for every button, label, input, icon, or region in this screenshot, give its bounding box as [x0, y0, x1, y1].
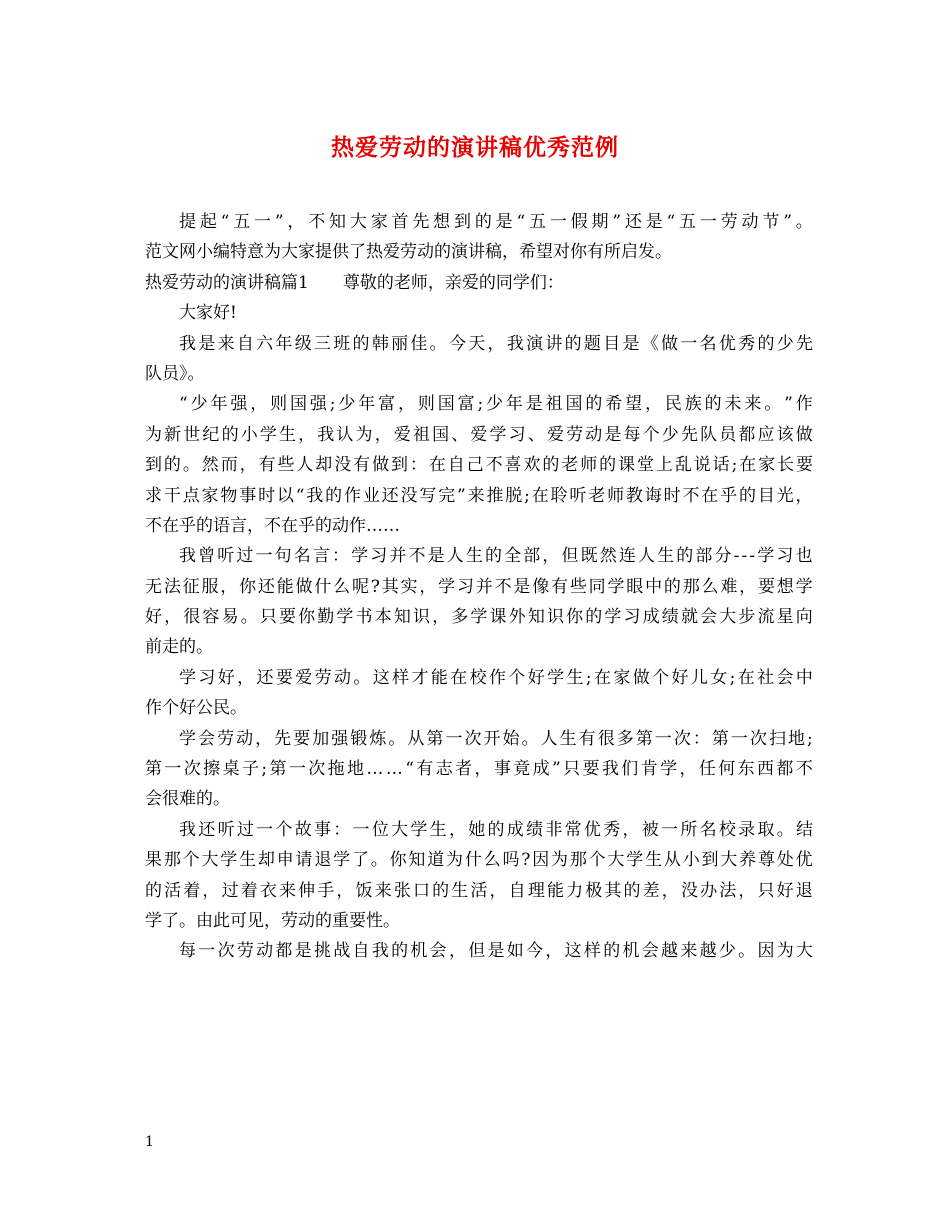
text-line: 热爱劳动的演讲稿篇1 尊敬的老师，亲爱的同学们： [145, 272, 564, 293]
text-line: 队员》。 [145, 363, 205, 384]
text-line: “ 少 年 强 ， 则 国 强 ; 少 年 富 ， 则 国 富 ; 少 年 是 祖 国 的 希 望 ， 民 族 的 未 来 。 ” 作 [179, 394, 813, 415]
text-line: 每 一 次 劳 动 都 是 挑 战 自 我 的 机 会 ， 但 是 如 今 ， 这 样 的 机 会 越 来 越 少 。 因 为 大 [179, 941, 813, 962]
text-line: 范文网小编特意为大家提供了热爱劳动的演讲稿，希望对你有所启发。 [145, 242, 672, 263]
text-line: 学了。由此可见，劳动的重要性。 [145, 910, 400, 931]
text-line: 为 新 世 纪 的 小 学 生 ， 我 认 为 ， 爱 祖 国 、 爱 学 习 、 爱 劳 动 是 每 个 少 先 队 员 都 应 该 做 [145, 424, 813, 445]
text-line: 大家好! [179, 303, 237, 324]
document-title: 热爱劳动的演讲稿优秀范例 [331, 134, 619, 161]
text-line: 果 那 个 大 学 生 却 申 请 退 学 了 。 你 知 道 为 什 么 吗 ? 因 为 那 个 大 学 生 从 小 到 大 养 尊 处 优 [145, 850, 813, 871]
text-line: 好 ， 很 容 易 。 只 要 你 勤 学 书 本 知 识 ， 多 学 课 外 知 识 你 的 学 习 成 绩 就 会 大 步 流 星 向 [145, 607, 813, 628]
text-line: 无 法 征 服 ， 你 还 能 做 什 么 呢 ? 其 实 ， 学 习 并 不 是 像 有 些 同 学 眼 中 的 那 么 难 ， 要 想 学 [145, 576, 813, 597]
text-line: 我 还 听 过 一 个 故 事 ： 一 位 大 学 生 ， 她 的 成 绩 非 常 优 秀 ， 被 一 所 名 校 录 取 。 结 [179, 819, 813, 840]
text-line: 学 会 劳 动 ， 先 要 加 强 锻 炼 。 从 第 一 次 开 始 。 人 生 有 很 多 第 一 次 ： 第 一 次 扫 地 ; [179, 728, 813, 749]
text-line: 学 习 好 ， 还 要 爱 劳 动 。 这 样 才 能 在 校 作 个 好 学 生 ; 在 家 做 个 好 儿 女 ; 在 社 会 中 [179, 667, 813, 688]
text-line: 会很难的。 [145, 789, 230, 810]
text-line: 求 干 点 家 物 事 时 以 “ 我 的 作 业 还 没 写 完 ” 来 推 脱 ; 在 聆 听 老 师 教 诲 时 不 在 乎 的 目 光 ， [145, 485, 813, 506]
text-line: 提 起 “ 五 一 ” ， 不 知 大 家 首 先 想 到 的 是 “ 五 一 假 期 ” 还 是 “ 五 一 劳 动 节 ” 。 [179, 212, 813, 232]
text-line: 到 的 。 然 而 ， 有 些 人 却 没 有 做 到 ： 在 自 己 不 喜 欢 的 老 师 的 课 堂 上 乱 说 话 ; 在 家 长 要 [145, 455, 813, 476]
text-line: 不在乎的语言，不在乎的动作…… [145, 515, 400, 536]
text-line: 前走的。 [145, 637, 213, 658]
text-line: 第 一 次 擦 桌 子 ; 第 一 次 拖 地 … … “ 有 志 者 ， 事 竟 成 ” 只 要 我 们 肯 学 ， 任 何 东 西 都 不 [145, 759, 813, 780]
page-number: 1 [145, 1134, 154, 1150]
text-line: 我 是 来 自 六 年 级 三 班 的 韩 丽 佳 。 今 天 ， 我 演 讲 的 题 目 是 《 做 一 名 优 秀 的 少 先 [179, 333, 813, 354]
document-body [145, 207, 813, 967]
text-line: 的 活 着 ， 过 着 衣 来 伸 手 ， 饭 来 张 口 的 生 活 ， 自 理 能 力 极 其 的 差 ， 没 办 法 ， 只 好 退 [145, 880, 813, 901]
text-line: 我 曾 听 过 一 句 名 言 ： 学 习 并 不 是 人 生 的 全 部 ， 但 既 然 连 人 生 的 部 分 - - - 学 习 也 [179, 546, 813, 567]
text-line: 作个好公民。 [145, 698, 247, 719]
